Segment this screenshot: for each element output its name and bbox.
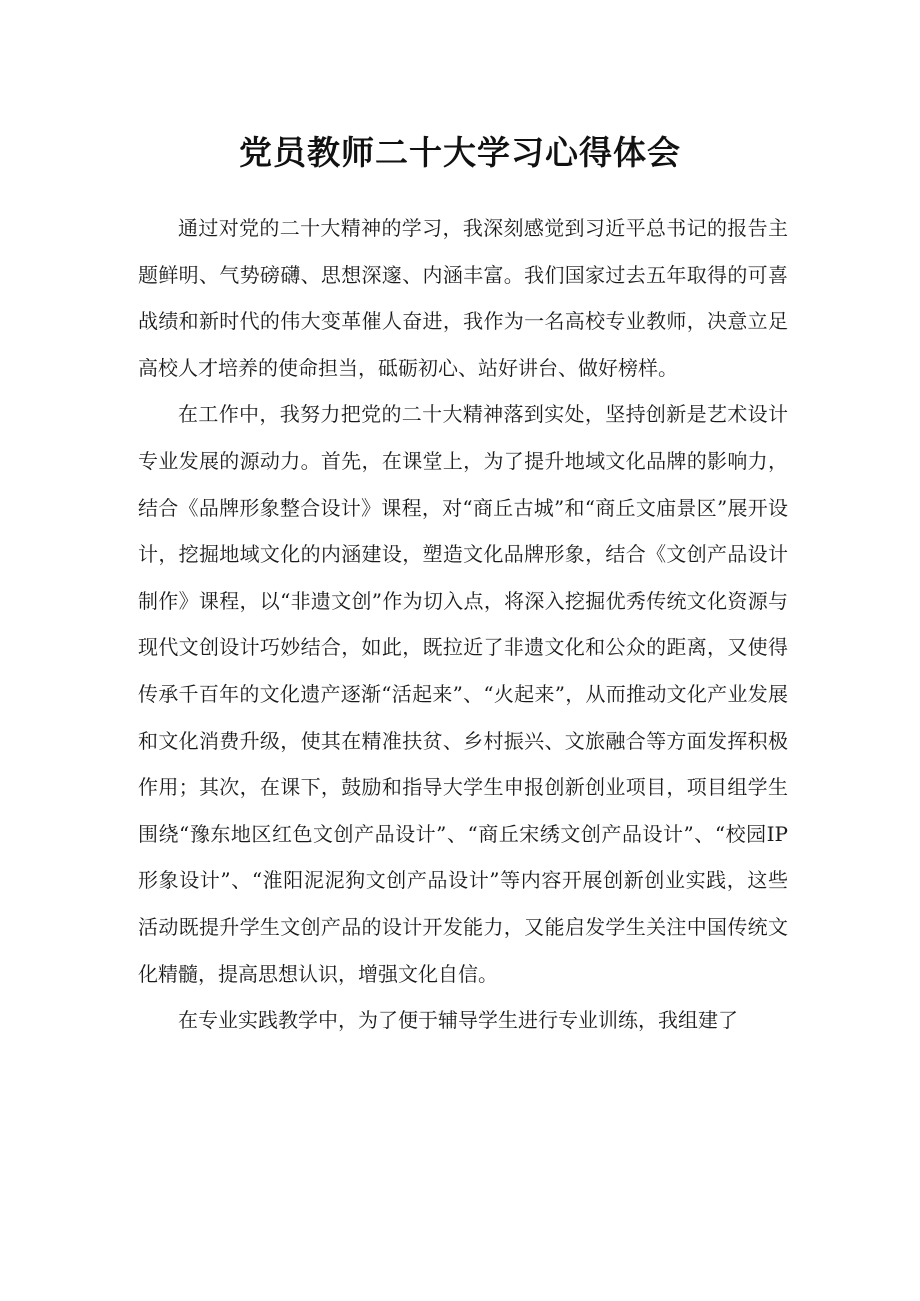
document-body	[138, 205, 788, 1044]
paragraph-1: 通过对党的二十大精神的学习，我深刻感觉到习近平总书记的报告主题鲜明、气势磅礴、思想深邃、内涵丰富。我们国家过去五年取得的可喜战绩和新时代的伟大变革催人奋进，我作为一名高校专业教师，决意立足高校人才培养的使命担当，砥砺初心、站好讲台、做好榜样。	[138, 216, 788, 380]
paragraph-2: 在工作中，我努力把党的二十大精神落到实处，坚持创新是艺术设计专业发展的源动力。首先，在课堂上，为了提升地域文化品牌的影响力，结合《品牌形象整合设计》课程，对“商丘古城”和“商丘文庙景区”展开设计，挖掘地域文化的内涵建设，塑造文化品牌形象，结合《文创产品设计制作》课程，以“非遗文创”作为切入点，将深入挖掘优秀传统文化资源与现代文创设计巧妙结合，如此，既拉近了非遗文化和公众的距离，又使得传承千百年的文化遗产逐渐“活起来”、“火起来”，从而推动文化产业发展和文化消费升级，使其在精准扶贫、乡村振兴、文旅融合等方面发挥积极作用；其次，在课下，鼓励和指导大学生申报创新创业项目，项目组学生围绕“豫东地区红色文创产品设计”、“商丘宋绣文创产品设计”、“校园IP形象设计”、“淮阳泥泥狗文创产品设计”等内容开展创新创业实践，这些活动既提升学生文创产品的设计开发能力，又能启发学生关注中国传统文化精髓，提高思想认识，增强文化自信。	[138, 402, 788, 986]
paragraph-3: 在专业实践教学中，为了便于辅导学生进行专业训练，我组建了	[178, 1008, 738, 1033]
document-title: 党员教师二十大学习心得体会	[239, 133, 681, 172]
